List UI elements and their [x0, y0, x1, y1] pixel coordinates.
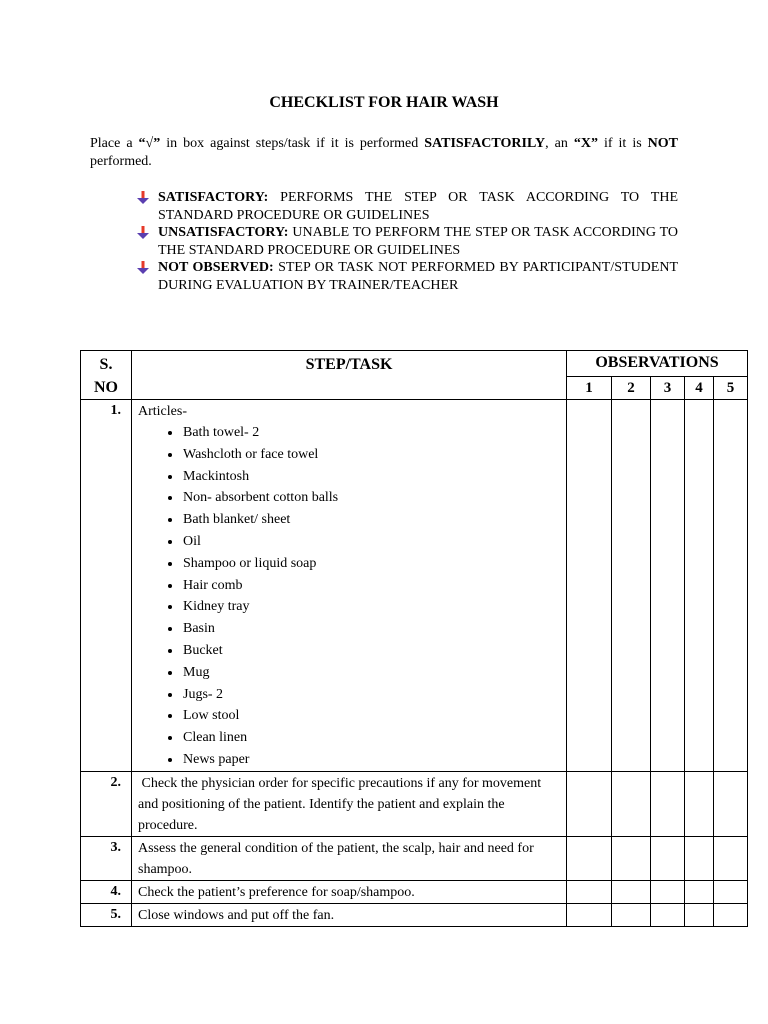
sno-header-line: NO	[94, 379, 118, 396]
list-item: • Jugs- 2	[182, 684, 562, 706]
observation-cell[interactable]	[567, 880, 612, 903]
list-item: • Washcloth or face towel	[182, 444, 562, 466]
observation-cell[interactable]	[651, 903, 685, 926]
obs-column-2: 2	[612, 376, 651, 399]
step-task-cell	[132, 400, 567, 772]
satisfactorily-term: SATISFACTORILY	[424, 136, 546, 151]
observation-cell[interactable]	[685, 880, 714, 903]
step-task-header: STEP/TASK	[132, 351, 567, 400]
observation-cell[interactable]	[714, 903, 748, 926]
observations-header: OBSERVATIONS	[567, 351, 748, 377]
observation-cell[interactable]	[651, 400, 685, 772]
table-row	[81, 903, 748, 926]
observation-cell[interactable]	[612, 880, 651, 903]
step-task-text: Check the patient’s preference for soap/shampoo.	[132, 880, 567, 903]
legend-label: NOT OBSERVED:	[158, 260, 274, 275]
list-item: • Kidney tray	[182, 596, 562, 618]
intro-text: performed.	[90, 154, 152, 169]
row-number: 5.	[81, 903, 132, 926]
intro-text: if it is	[597, 136, 648, 151]
observation-cell[interactable]	[651, 880, 685, 903]
step-task-text: Assess the general condition of the patient, the scalp, hair and need for shampoo.	[132, 836, 567, 880]
legend-item-unsatisfactory	[135, 224, 678, 259]
observation-cell[interactable]	[714, 836, 748, 880]
step-task-text: Articles-	[138, 404, 187, 419]
observation-cell[interactable]	[685, 400, 714, 772]
obs-column-1: 1	[567, 376, 612, 399]
observation-cell[interactable]	[714, 771, 748, 836]
obs-column-3: 3	[651, 376, 685, 399]
table-row	[81, 880, 748, 903]
table-row	[81, 400, 748, 772]
observation-cell[interactable]	[714, 400, 748, 772]
list-item: • Shampoo or liquid soap	[182, 553, 562, 575]
list-item: • Low stool	[182, 705, 562, 727]
legend-text: PERFORMS THE STEP OR TASK ACCORDING TO THE STANDARD PROCEDURE OR GUIDELINES	[158, 190, 678, 223]
row-number: 3.	[81, 836, 132, 880]
legend-label: UNSATISFACTORY:	[158, 225, 289, 240]
list-item: • Mug	[182, 662, 562, 684]
observation-cell[interactable]	[612, 903, 651, 926]
observation-cell[interactable]	[612, 771, 651, 836]
list-item: • Bath towel- 2	[182, 422, 562, 444]
legend-item-satisfactory	[135, 189, 678, 224]
legend-label: SATISFACTORY:	[158, 190, 269, 205]
sno-header	[81, 351, 132, 400]
row-number: 4.	[81, 880, 132, 903]
legend-item-not-observed	[135, 259, 678, 294]
observation-cell[interactable]	[651, 771, 685, 836]
table-row	[81, 836, 748, 880]
step-task-text: Check the physician order for specific precautions if any for movement and positioning of the patient. Identify the patient and explain the procedure.	[132, 771, 567, 836]
observation-cell[interactable]	[567, 771, 612, 836]
list-item: • Bucket	[182, 640, 562, 662]
header-row	[81, 351, 748, 377]
observation-cell[interactable]	[567, 836, 612, 880]
list-item: • Non- absorbent cotton balls	[182, 487, 562, 509]
list-item: • Hair comb	[182, 575, 562, 597]
instructions	[90, 135, 678, 171]
intro-text: , an	[545, 136, 574, 151]
legend-text: STEP OR TASK NOT PERFORMED BY PARTICIPANT/STUDENT DURING EVALUATION BY TRAINER/TEACHER	[158, 260, 679, 293]
articles-list	[138, 422, 562, 771]
observation-cell[interactable]	[612, 836, 651, 880]
list-item: • Bath blanket/ sheet	[182, 509, 562, 531]
observation-cell[interactable]	[567, 903, 612, 926]
intro-text: in box against steps/task if it is performed	[160, 136, 425, 151]
intro-text: Place a	[90, 136, 139, 151]
list-item: • Oil	[182, 531, 562, 553]
table-row	[81, 771, 748, 836]
list-item: • News paper	[182, 749, 562, 771]
legend-text: UNABLE TO PERFORM THE STEP OR TASK ACCORDING TO THE STANDARD PROCEDURE OR GUIDELINES	[158, 225, 678, 258]
sno-header-line: S.	[99, 356, 113, 373]
list-item: • Mackintosh	[182, 466, 562, 488]
arrow-down-icon	[136, 191, 150, 205]
step-task-text: Close windows and put off the fan.	[132, 903, 567, 926]
observation-cell[interactable]	[612, 400, 651, 772]
observation-cell[interactable]	[685, 771, 714, 836]
checklist-table	[80, 350, 748, 927]
check-symbol: “√”	[138, 136, 161, 151]
observation-cell[interactable]	[714, 880, 748, 903]
x-symbol: “X”	[573, 136, 598, 151]
observation-cell[interactable]	[685, 836, 714, 880]
row-number: 2.	[81, 771, 132, 836]
row-number: 1.	[81, 400, 132, 772]
list-item: • Basin	[182, 618, 562, 640]
observation-cell[interactable]	[567, 400, 612, 772]
observation-cell[interactable]	[685, 903, 714, 926]
obs-column-4: 4	[685, 376, 714, 399]
list-item: • Clean linen	[182, 727, 562, 749]
not-term: NOT	[647, 136, 679, 151]
arrow-down-icon	[136, 261, 150, 275]
obs-column-5: 5	[714, 376, 748, 399]
observation-cell[interactable]	[651, 836, 685, 880]
page-title: CHECKLIST FOR HAIR WASH	[269, 94, 499, 111]
arrow-down-icon	[136, 226, 150, 240]
rating-legend	[135, 189, 678, 294]
